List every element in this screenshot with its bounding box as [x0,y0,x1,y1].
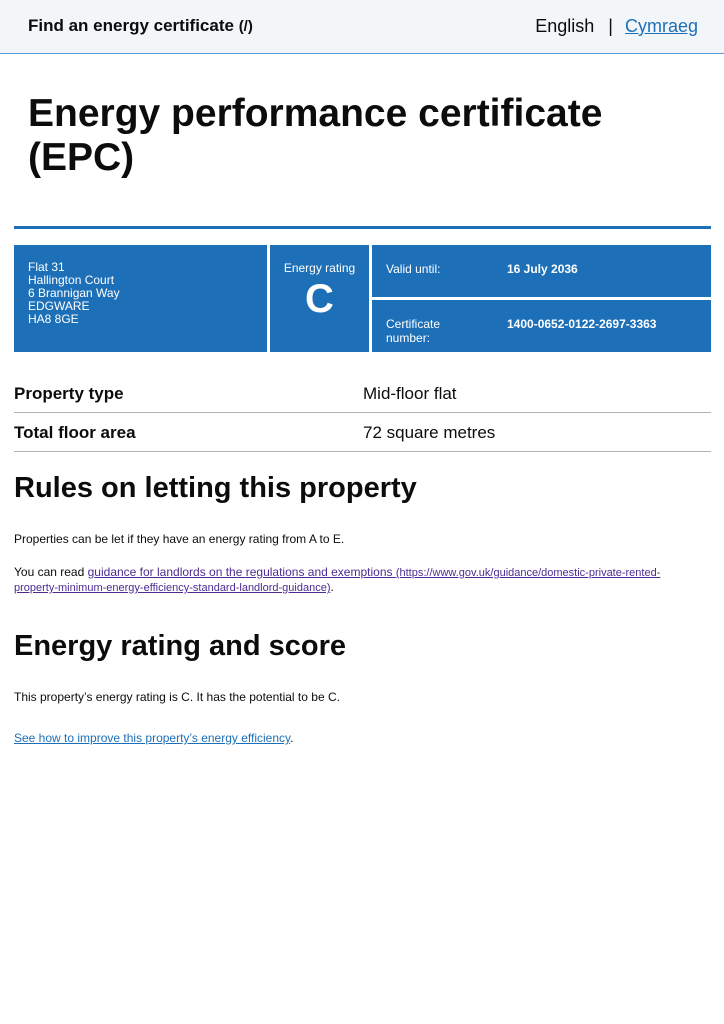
summary-row-floor-area [14,414,711,452]
site-header [0,0,724,54]
energy-rating-label: Energy rating [283,261,356,275]
language-cymraeg-link[interactable]: Cymraeg [624,16,698,36]
improve-suffix: . [290,731,294,745]
summary-row-property-type [14,375,711,413]
guidance-prefix: You can read [14,565,88,579]
service-name-text[interactable]: Find an energy certificate [28,16,234,35]
certificate-number-cell [372,300,711,352]
address-line: 6 Brannigan Way [28,286,120,300]
energy-statement: This property’s energy rating is C. It has the potential to be C. [14,690,340,704]
guidance-link-url[interactable]: (https://www.gov.uk/guidance/domestic-private-rented-property-minimum-energy-efficiency-standard-landlord-guidance) [14,567,661,594]
language-separator: | [608,16,613,36]
address-line: HA8 8GE [28,312,79,326]
certificate-summary-box [14,245,711,352]
floor-area-label: Total floor area [14,423,136,442]
page-title: Energy performance certificate (EPC) [28,92,603,179]
improve-paragraph [14,731,704,745]
energy-rating-band: C [305,277,334,321]
property-type-label: Property type [14,384,124,403]
service-name[interactable] [28,16,253,36]
certificate-number-label: Certificate number: [386,317,441,345]
property-type-value: Mid-floor flat [363,384,457,403]
floor-area-value: 72 square metres [363,423,496,442]
language-toggle [535,16,698,37]
energy-heading: Energy rating and score [14,630,346,662]
valid-until-label: Valid until: [386,262,441,276]
property-address [14,245,267,352]
improve-efficiency-link[interactable]: See how to improve this property’s energy efficiency [14,731,291,745]
address-line: EDGWARE [28,299,90,313]
address-line: Hallington Court [28,273,115,287]
title-divider [14,226,711,229]
rules-guidance-paragraph [14,565,704,595]
guidance-link[interactable] [14,565,660,594]
rules-intro: Properties can be let if they have an energy rating from A to E. [14,532,345,546]
address-line: Flat 31 [28,260,65,274]
valid-until-value: 16 July 2036 [507,262,578,276]
home-link[interactable]: (/) [238,18,253,35]
guidance-link-text[interactable]: guidance for landlords on the regulations and exemptions [87,565,393,579]
rules-heading: Rules on letting this property [14,472,417,504]
guidance-suffix: . [330,580,334,594]
valid-until-cell [372,245,711,297]
language-current: English [535,16,595,36]
certificate-number-value: 1400-0652-0122-2697-3363 [507,317,657,331]
energy-rating-cell [270,245,369,352]
